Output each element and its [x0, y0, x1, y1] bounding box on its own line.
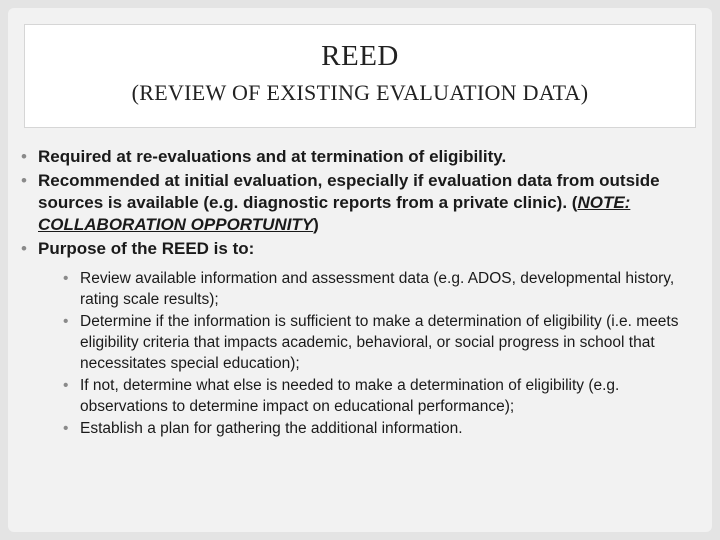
sub-bullet-item [54, 418, 698, 439]
bullet-item [18, 146, 698, 168]
slide-content [18, 146, 698, 441]
title-box [24, 24, 696, 128]
sub-bullet-text: If not, determine what else is needed to make a determination of eligibility (e.g. observations to determine impact on educational performance); [80, 377, 620, 415]
bullet-icon: • [21, 147, 27, 166]
sub-bullet-item [54, 311, 698, 374]
slide-subtitle: (REVIEW OF EXISTING EVALUATION DATA) [131, 80, 589, 105]
sub-bullet-item [54, 375, 698, 417]
bullet-text-close: ) [313, 215, 319, 234]
bullet-icon: • [63, 270, 69, 287]
bullet-item [18, 238, 698, 439]
bullet-text: Recommended at initial evaluation, especially if evaluation data from outside sources is available (e.g. diagnostic reports from a private clinic). ( [38, 171, 660, 212]
bullet-icon: • [63, 420, 69, 437]
bullet-text: Required at re-evaluations and at termination of eligibility. [38, 147, 507, 166]
sub-bullet-text: Review available information and assessment data (e.g. ADOS, developmental history, rating scale results); [80, 270, 675, 308]
collaboration-note: NOTE: COLLABORATION OPPORTUNITY [38, 193, 631, 234]
slide-title: REED [321, 40, 399, 72]
bullet-icon: • [63, 313, 69, 330]
sub-bullet-item [54, 268, 698, 310]
bullet-icon: • [63, 377, 69, 394]
bullet-list [18, 146, 698, 439]
bullet-icon: • [21, 171, 27, 190]
sub-bullet-text: Establish a plan for gathering the additional information. [80, 420, 463, 437]
slide [8, 8, 712, 532]
bullet-icon: • [21, 239, 27, 258]
sub-bullet-text: Determine if the information is sufficient to make a determination of eligibility (i.e. meets eligibility criteria that impacts academic, behavioral, or social progress in school that necessitates special education); [80, 313, 679, 372]
bullet-item [18, 170, 698, 236]
bullet-text: Purpose of the REED is to: [38, 239, 255, 258]
sub-bullet-list [38, 268, 698, 439]
